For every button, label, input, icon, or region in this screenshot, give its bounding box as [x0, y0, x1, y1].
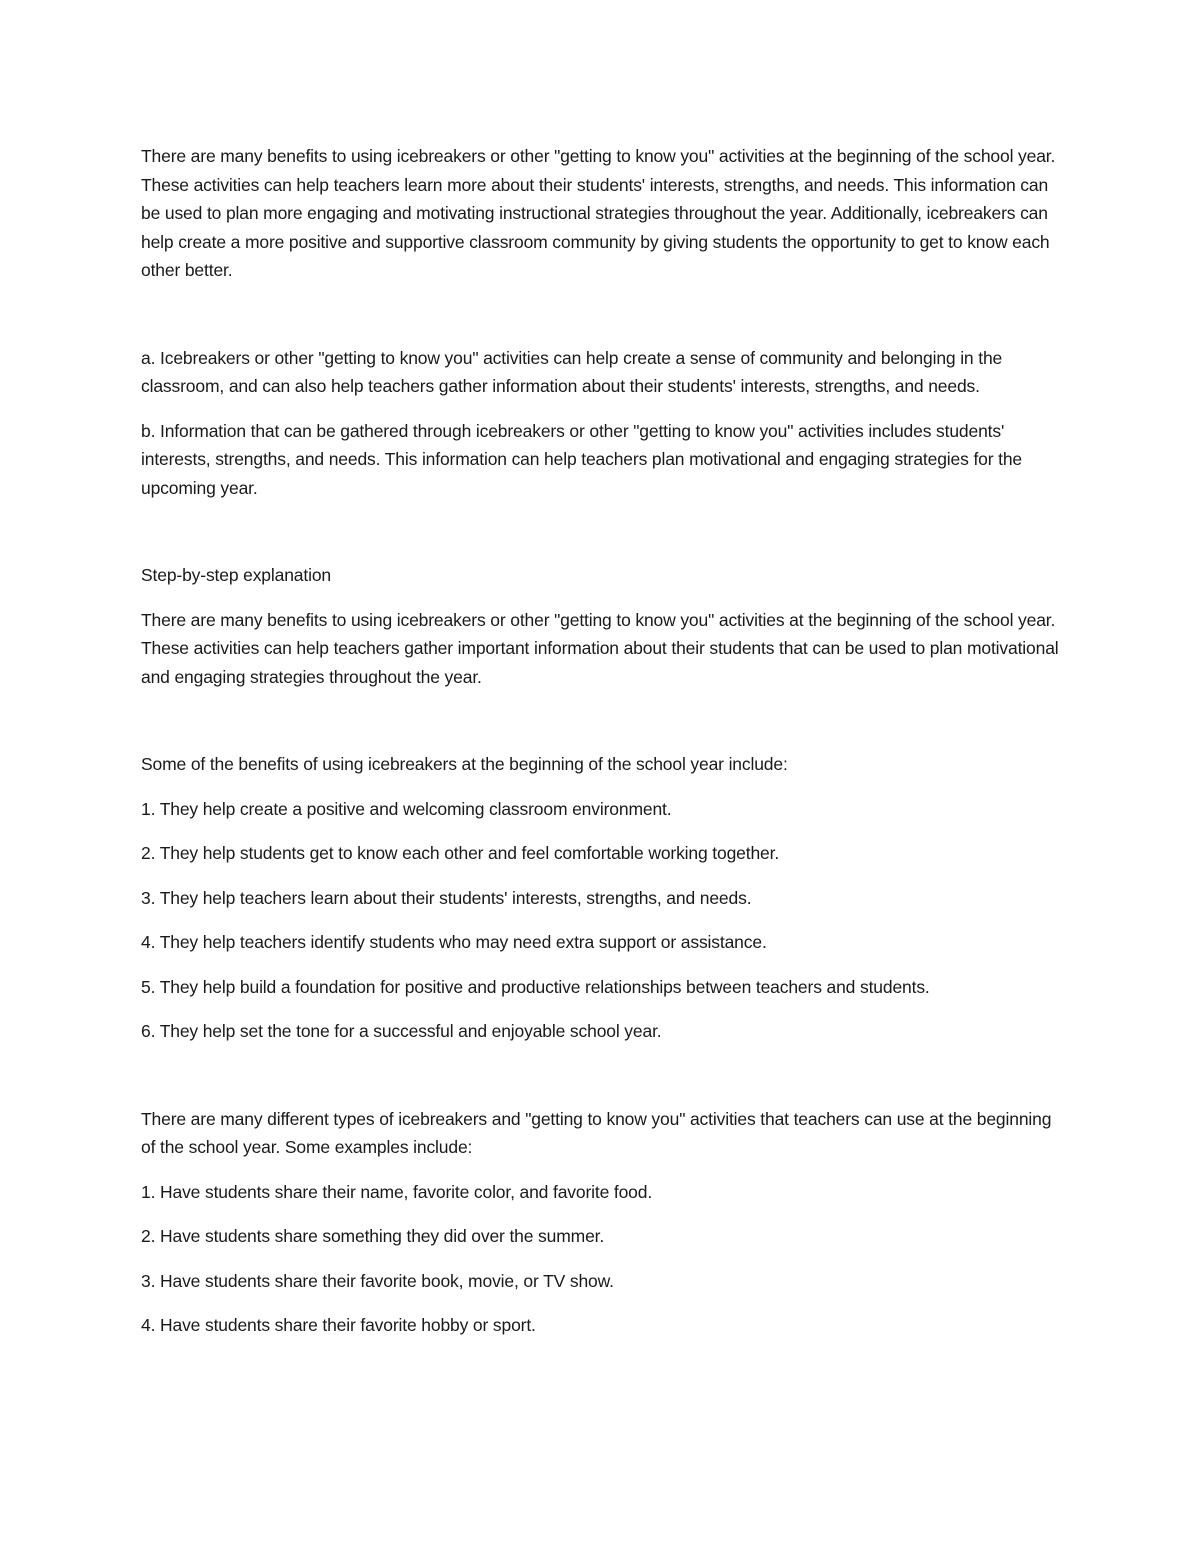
- example-item: 1. Have students share their name, favorite color, and favorite food.: [141, 1181, 653, 1202]
- intro-paragraph: There are many benefits to using icebreakers or other "getting to know you" activities at the beginning of the school year. These activities can help teachers learn more about their students' interests, strengths, and needs. This information can be used to plan more engaging and motivating instructional strategies throughout the year. Additionally, icebreakers can help create a more positive and supportive classroom community by giving students the opportunity to get to know each other better.: [141, 146, 1056, 280]
- benefit-item: 6. They help set the tone for a successful and enjoyable school year.: [141, 1021, 662, 1041]
- explanation-paragraph: There are many benefits to using icebreakers or other "getting to know you" activities at the beginning of the school year. These activities can help teachers gather important information about their students that can be used to plan motivational and engaging strategies throughout the year.: [141, 609, 1059, 687]
- benefits-intro: Some of the benefits of using icebreakers at the beginning of the school year include:: [141, 754, 788, 774]
- example-item: 3. Have students share their favorite book, movie, or TV show.: [141, 1270, 614, 1291]
- benefit-item: 4. They help teachers identify students who may need extra support or assistance.: [141, 932, 767, 952]
- example-item: 2. Have students share something they did over the summer.: [141, 1226, 605, 1246]
- answer-a-paragraph: a. Icebreakers or other "getting to know you" activities can help create a sense of community and belonging in the classroom, and can also help teachers gather information about their students' interests, strengths, and needs.: [141, 347, 1003, 396]
- benefit-item: 1. They help create a positive and welcoming classroom environment.: [141, 798, 672, 819]
- benefit-item: 2. They help students get to know each other and feel comfortable working together.: [141, 843, 780, 863]
- document-body: [141, 142, 1061, 1340]
- answer-b-paragraph: b. Information that can be gathered through icebreakers or other "getting to know you" activities includes students' interests, strengths, and needs. This information can help teachers plan motivational and engaging strategies for the upcoming year.: [141, 420, 1023, 498]
- explanation-heading: Step-by-step explanation: [141, 565, 331, 585]
- benefit-item: 3. They help teachers learn about their students' interests, strengths, and needs.: [141, 887, 752, 908]
- examples-intro: There are many different types of icebreakers and "getting to know you" activities that teachers can use at the beginning of the school year. Some examples include:: [141, 1108, 1052, 1157]
- example-item: 4. Have students share their favorite hobby or sport.: [141, 1315, 536, 1335]
- benefit-item: 5. They help build a foundation for positive and productive relationships between teachers and students.: [141, 976, 930, 997]
